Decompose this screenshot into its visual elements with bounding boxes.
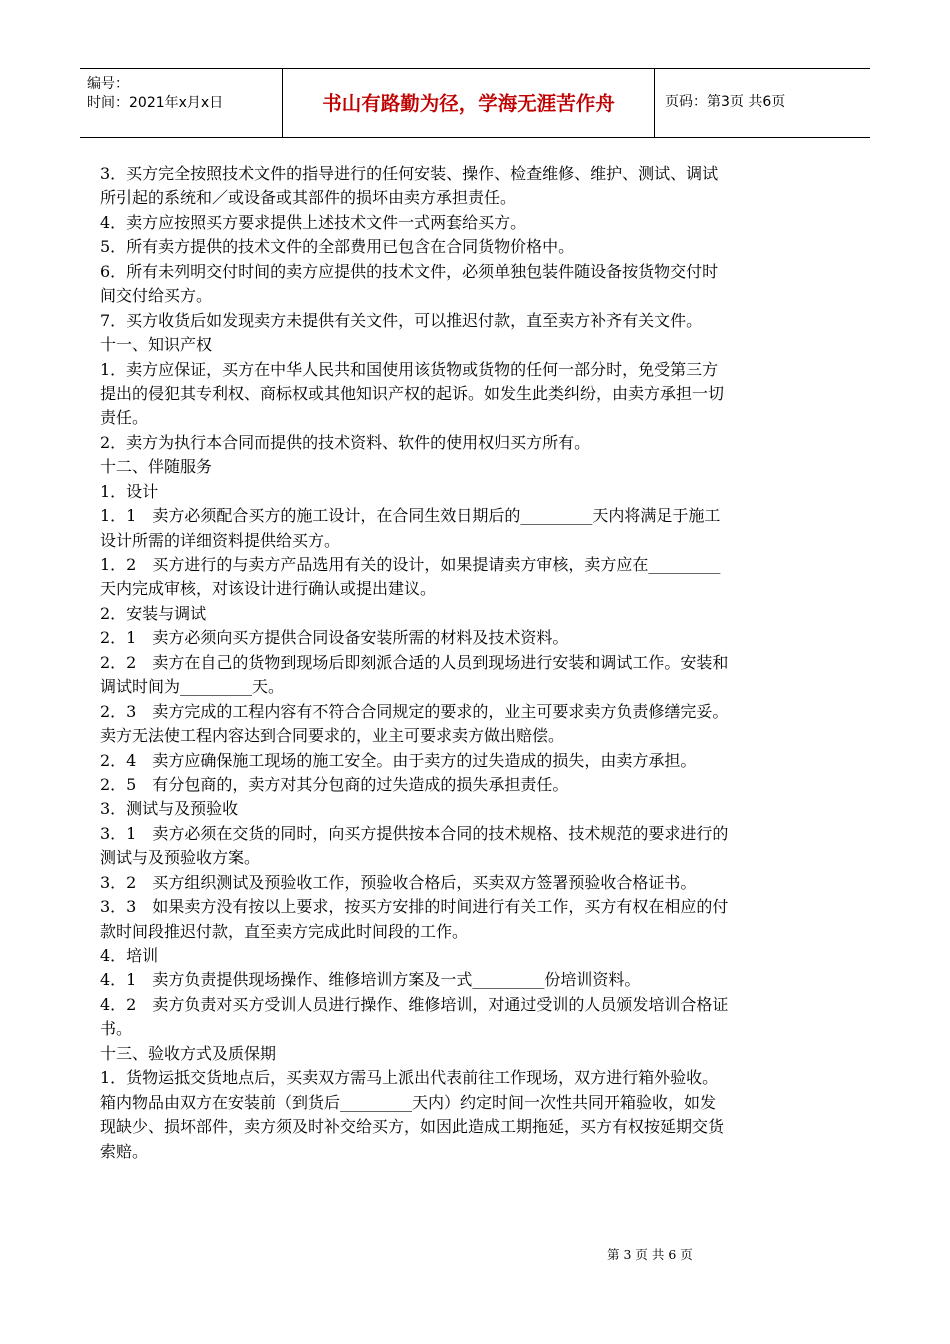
body-text-line: 4．培训 bbox=[100, 946, 159, 965]
body-text-line: 提出的侵犯其专利权、商标权或其他知识产权的起诉。如发生此类纠纷，由卖方承担一切 bbox=[100, 383, 725, 403]
body-text-line: 7．买方收货后如发现卖方未提供有关文件，可以推迟付款，直至卖方补齐有关文件。 bbox=[100, 310, 703, 330]
body-text-line: 2．2 卖方在自己的货物到现场后即刻派合适的人员到现场进行安装和调试工作。安装和 bbox=[100, 652, 729, 672]
header-motto: 书山有路勤为径，学海无涯苦作舟 bbox=[322, 92, 615, 115]
body-text-line: 1．卖方应保证，买方在中华人民共和国使用该货物或货物的任何一部分时，免受第三方 bbox=[100, 359, 719, 379]
header-page-info: 页码：第3页 共6页 bbox=[665, 94, 786, 110]
body-text-line: 1．设计 bbox=[100, 481, 159, 501]
body-text-line: 2．5 有分包商的，卖方对其分包商的过失造成的损失承担责任。 bbox=[100, 774, 569, 794]
body-text-line: 间交付给买方。 bbox=[100, 286, 213, 306]
body-text-line: 6．所有未列明交付时间的卖方应提供的技术文件，必须单独包装件随设备按货物交付时 bbox=[100, 261, 719, 281]
body-text-line: 2．卖方为执行本合同而提供的技术资料、软件的使用权归买方所有。 bbox=[100, 432, 591, 452]
body-text-line: 箱内物品由双方在安装前（到货后_________天内）约定时间一次性共同开箱验收，如发 bbox=[100, 1092, 717, 1112]
body-text-line: 1．货物运抵交货地点后，买卖双方需马上派出代表前往工作现场，双方进行箱外验收。 bbox=[100, 1068, 719, 1088]
body-text-line: 调试时间为_________天。 bbox=[100, 677, 285, 697]
body-text-line: 3．3 如果卖方没有按以上要求，按买方安排的时间进行有关工作，买方有权在相应的付 bbox=[100, 897, 729, 917]
body-text-line: 十三、验收方式及质保期 bbox=[100, 1043, 277, 1063]
document-number-label: 编号： bbox=[87, 76, 129, 92]
body-text-line: 十一、知识产权 bbox=[100, 335, 213, 355]
page-footer: 第 3 页 共 6 页 bbox=[607, 1247, 693, 1262]
header-middle-cell bbox=[283, 69, 655, 137]
body-text-line: 4．1 卖方负责提供现场操作、维修培训方案及一式_________份培训资料。 bbox=[100, 970, 641, 990]
body-text-line: 索赔。 bbox=[100, 1141, 149, 1161]
body-text-line: 2．1 卖方必须向买方提供合同设备安装所需的材料及技术资料。 bbox=[100, 628, 569, 648]
body-text-line: 所引起的系统和／或设备或其部件的损坏由卖方承担责任。 bbox=[100, 188, 517, 208]
body-text-line: 3．1 卖方必须在交货的同时，向买方提供按本合同的技术规格、技术规范的要求进行的 bbox=[100, 823, 729, 843]
body-text-line: 3．测试与及预验收 bbox=[100, 799, 239, 819]
body-text-line: 现缺少、损坏部件，卖方须及时补交给买方，如因此造成工期拖延，买方有权按延期交货 bbox=[100, 1117, 725, 1137]
body-text-line: 1．1 卖方必须配合买方的施工设计，在合同生效日期后的_________天内将满足于施工 bbox=[100, 506, 721, 526]
document-body bbox=[100, 162, 860, 1164]
body-text-line: 4．2 卖方负责对买方受训人员进行操作、维修培训，对通过受训的人员颁发培训合格证 bbox=[100, 994, 729, 1014]
body-text-line: 卖方无法使工程内容达到合同要求的，业主可要求卖方做出赔偿。 bbox=[100, 726, 565, 746]
body-text-line: 3．买方完全按照技术文件的指导进行的任何安装、操作、检查维修、维护、测试、调试 bbox=[100, 164, 719, 183]
body-text-line: 款时间段推迟付款，直至卖方完成此时间段的工作。 bbox=[100, 921, 469, 941]
body-text-line: 书。 bbox=[100, 1019, 133, 1039]
page-header bbox=[80, 68, 870, 138]
document-date-label: 时间：2021年x月x日 bbox=[87, 95, 224, 111]
body-text-line: 责任。 bbox=[100, 408, 149, 428]
body-text-line: 3．2 买方组织测试及预验收工作，预验收合格后，买卖双方签署预验收合格证书。 bbox=[100, 872, 697, 892]
body-text-line: 5．所有卖方提供的技术文件的全部费用已包含在合同货物价格中。 bbox=[100, 237, 575, 257]
body-text-line: 4．卖方应按照买方要求提供上述技术文件一式两套给买方。 bbox=[100, 212, 527, 232]
body-text-line: 2．3 卖方完成的工程内容有不符合合同规定的要求的，业主可要求卖方负责修缮完妥。 bbox=[100, 701, 729, 721]
body-text-line: 天内完成审核，对该设计进行确认或提出建议。 bbox=[100, 579, 437, 599]
body-text-line: 设计所需的详细资料提供给买方。 bbox=[100, 530, 341, 550]
header-right-cell bbox=[655, 69, 870, 137]
body-text-line: 2．4 卖方应确保施工现场的施工安全。由于卖方的过失造成的损失，由卖方承担。 bbox=[100, 750, 697, 770]
body-text-line: 2．安装与调试 bbox=[100, 603, 207, 623]
header-left-cell bbox=[80, 69, 283, 137]
body-text-line: 测试与及预验收方案。 bbox=[100, 848, 261, 868]
body-text-line: 十二、伴随服务 bbox=[100, 457, 213, 477]
body-text-line: 1．2 买方进行的与卖方产品选用有关的设计，如果提请卖方审核，卖方应在_________ bbox=[100, 555, 721, 574]
